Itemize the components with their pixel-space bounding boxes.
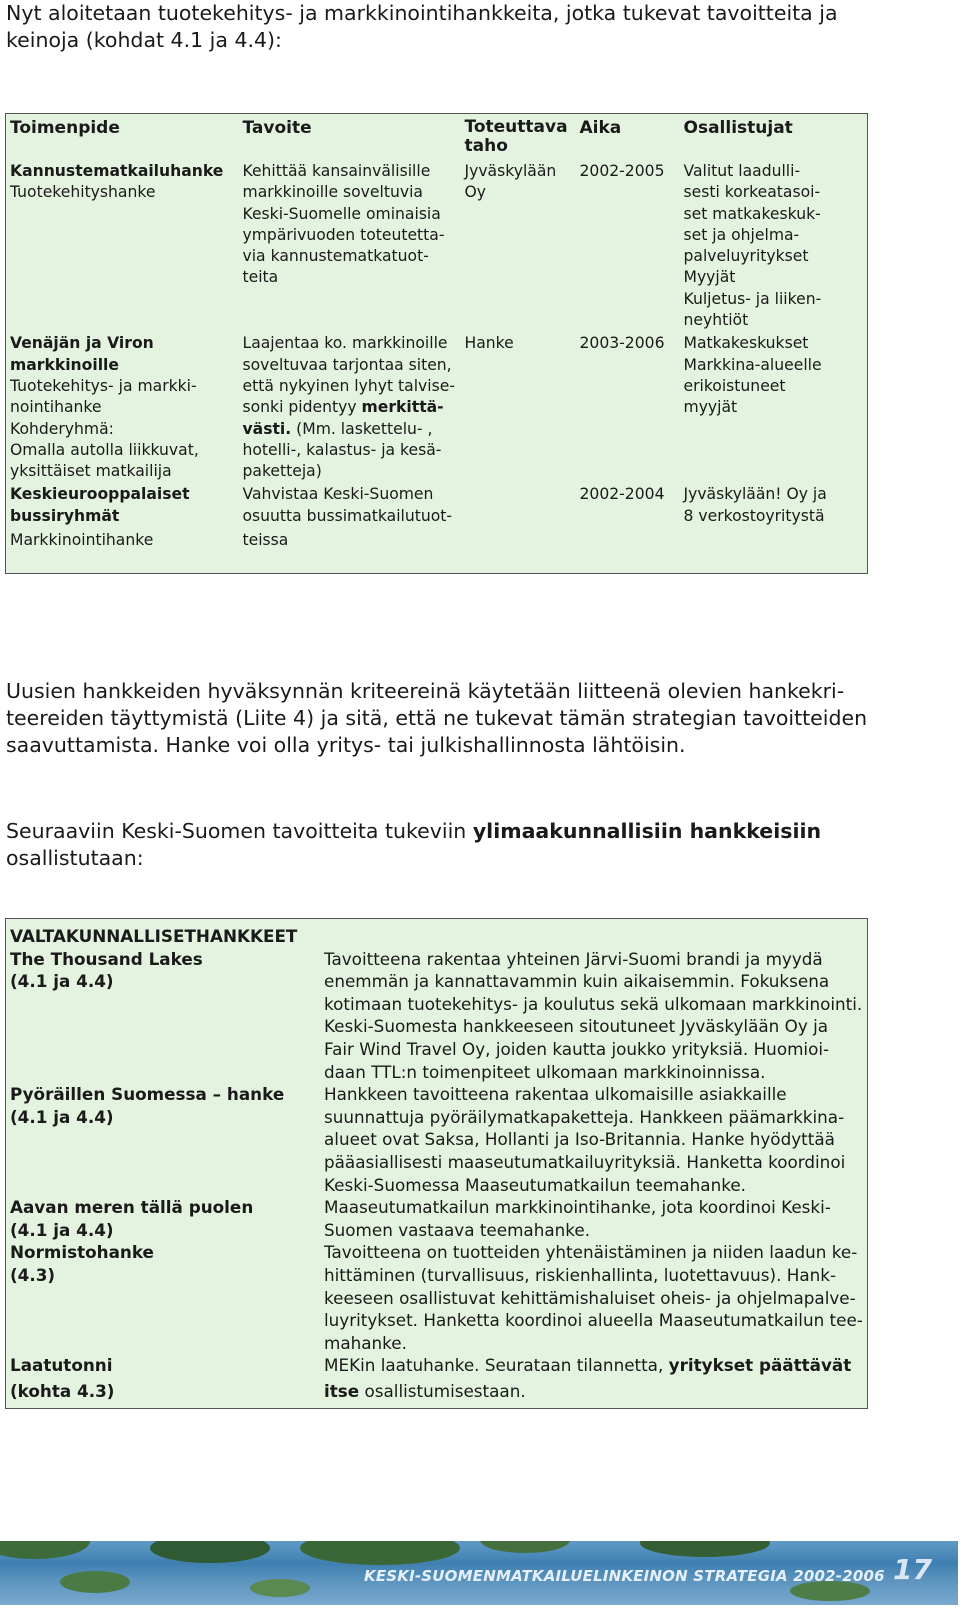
table-row: [6, 1083, 868, 1196]
row1-osallistujat-line: palveluyritykset: [683, 247, 809, 266]
row2-tavoite-line: paketteja): [242, 462, 322, 481]
t2-row3-name-cell: [6, 1196, 321, 1354]
row1-tavoite-line: Keski-Suomelle ominaisia: [242, 204, 441, 223]
row3-name-1: Keskieurooppalaiset: [10, 485, 190, 504]
t2-row2-desc-line: suunnattuja pyöräilymatkapaketteja. Hankkeen päämarkkina-: [324, 1106, 845, 1127]
row3-osallistujat-line: Jyväskylään! Oy ja: [683, 485, 827, 504]
t2-row4-desc-line-1: [324, 1354, 863, 1377]
row1-osallistujat: [680, 160, 868, 332]
row1-tavoite-line: via kannustematkatuot-: [242, 247, 429, 266]
table-row: [6, 1354, 868, 1409]
t2-row4-desc-1b: yritykset päättävät: [668, 1355, 852, 1376]
row1-osallistujat-line: Kuljetus- ja liiken-: [683, 289, 822, 308]
t2-row3-desc-line: mahanke.: [324, 1332, 407, 1353]
header-aika: Aika: [579, 118, 622, 138]
intro-paragraph: [6, 0, 906, 54]
row2-target-line: yksittäiset matkailija: [10, 462, 172, 481]
header-toimenpide: Toimenpide: [10, 118, 120, 138]
row2-osallistujat-line: Markkina-alueelle: [683, 355, 822, 374]
participation-line-2: osallistutaan:: [6, 846, 144, 870]
t2-row2-desc-line: Keski-Suomessa Maaseutumatkailun teemahanke.: [324, 1174, 747, 1195]
row2-osallistujat-line: myyjät: [683, 398, 738, 417]
row2-tavoite-line: hotelli-, kalastus- ja kesä-: [242, 440, 442, 459]
table-row: [6, 1196, 868, 1354]
row1-osallistujat-line: Myyjät: [683, 268, 736, 287]
row3-tavoite-line: osuutta bussimatkailutuot-: [242, 506, 453, 525]
participation-line-1a: Seuraaviin Keski-Suomen tavoitteita tukeviin: [6, 819, 473, 843]
row1-tavoite: [239, 160, 461, 332]
table-row: [6, 948, 868, 1084]
lake-island-image: [250, 1579, 310, 1597]
t2-row1-desc-line: Keski-Suomesta hankkeeseen sitoutuneet Jyväskylään Oy ja: [324, 1016, 829, 1037]
criteria-line: saavuttamista. Hanke voi olla yritys- tai julkishallinnosta lähtöisin.: [6, 733, 686, 757]
participation-line-1: [6, 818, 906, 845]
row1-name: Kannustematkailuhanke: [10, 162, 224, 180]
t2-row1-name: The Thousand Lakes: [10, 948, 203, 969]
intro-line-2: keinoja (kohdat 4.1 ja 4.4):: [6, 28, 282, 52]
header-toteuttava: [461, 114, 576, 161]
t2-row4-name-cell: [6, 1354, 321, 1409]
row1-toimenpide: [6, 160, 239, 332]
t2-row3-desc-line: Suomen vastaava teemahanke.: [324, 1219, 591, 1240]
t2-row3-desc: [320, 1196, 868, 1354]
row3-toimenpide: [6, 483, 239, 573]
row3-tavoite: [239, 483, 461, 573]
intro-line-1: Nyt aloitetaan tuotekehitys- ja markkinointihankkeita, jotka tukevat tavoitteita ja: [6, 1, 838, 25]
lake-island-image: [150, 1541, 270, 1563]
t2-row2-name-cell: [6, 1083, 321, 1196]
row2-tavoite-4a: sonki pidentyy: [242, 398, 362, 417]
row1-aika: 2002-2005: [579, 162, 665, 180]
participation-paragraph: [6, 818, 906, 872]
row2-type-line: Tuotekehitys- ja markki-: [10, 376, 197, 395]
row3-osallistujat: [680, 483, 868, 573]
lake-island-image: [60, 1571, 130, 1593]
row2-osallistujat: [680, 332, 868, 483]
criteria-line: teereiden täyttymistä (Liite 4) ja sitä, että ne tukevat tämän strategian tavoitteiden: [6, 706, 868, 730]
row3-osallistujat-line: 8 verkostoyritystä: [683, 506, 825, 525]
t2-row4-desc: [320, 1354, 868, 1409]
row2-aika: 2003-2006: [579, 334, 665, 353]
t2-row3-name2: Normistohanke: [10, 1242, 154, 1263]
t2-row1-desc-line: Fair Wind Travel Oy, joiden kautta joukko yrityksiä. Huomioi-: [324, 1038, 830, 1059]
t2-row2-desc-line: Hankkeen tavoitteena rakentaa ulkomaisille asiakkaille: [324, 1084, 787, 1105]
row1-osallistujat-line: set ja ohjelma-: [683, 225, 800, 244]
criteria-paragraph: [6, 678, 906, 759]
row2-name-2: markkinoille: [10, 355, 119, 374]
table-header-row: [6, 114, 868, 161]
footer-banner: [0, 1541, 958, 1605]
page-number: 17: [893, 1553, 932, 1586]
projects-table: [5, 113, 868, 574]
t2-row3-ref2: (4.3): [10, 1264, 56, 1285]
row3-type: Markkinointihanke: [10, 531, 154, 550]
t2-row1-desc: [320, 948, 868, 1084]
table-row: [6, 332, 868, 483]
row3-name-2: bussiryhmät: [10, 506, 120, 525]
t2-row3-desc-line: Tavoitteena on tuotteiden yhtenäistäminen ja niiden laadun ke-: [324, 1242, 858, 1263]
t2-row4-ref: (kohta 4.3): [10, 1380, 115, 1401]
row2-osallistujat-line: erikoistuneet: [683, 376, 786, 395]
t2-row2-desc-line: alueet ovat Saksa, Hollanti ja Iso-Britannia. Hanke hyödyttää: [324, 1129, 835, 1150]
t2-row2-ref: (4.1 ja 4.4): [10, 1106, 114, 1127]
row2-tavoite: [239, 332, 461, 483]
row2-osallistujat-line: Matkakeskukset: [683, 334, 809, 353]
t2-row1-desc-line: daan TTL:n toimenpiteet ulkomaan markkinoinnissa.: [324, 1061, 766, 1082]
t2-row3-name1: Aavan meren tällä puolen: [10, 1197, 254, 1218]
t2-row4-desc-line-2: [324, 1380, 863, 1403]
t2-row4-desc-2a: itse: [324, 1380, 360, 1401]
row1-tavoite-line: teita: [242, 268, 279, 287]
row2-taho: Hanke: [464, 334, 514, 353]
t2-row3-desc-line: hittäminen (turvallisuus, riskienhallinta, luotettavuus). Hank-: [324, 1264, 837, 1285]
row2-target-line: Kohderyhmä:: [10, 419, 114, 438]
row1-taho-line: Jyväskylään: [464, 162, 557, 180]
row1-osallistujat-line: neyhtiöt: [683, 311, 749, 330]
row2-tavoite-line: [243, 419, 457, 440]
t2-row3-desc-line: Maaseutumatkailun markkinointihanke, jota koordinoi Keski-: [324, 1197, 831, 1218]
lake-island-image: [480, 1541, 570, 1553]
row2-tavoite-5b: (Mm. laskettelu- ,: [291, 419, 433, 438]
row1-taho-line: Oy: [464, 183, 487, 202]
national-projects-header: VALTAKUNNALLISETHANKKEET: [10, 926, 298, 946]
t2-row2-name: Pyöräillen Suomessa – hanke: [10, 1084, 285, 1105]
table-row: [6, 483, 868, 573]
row2-type-line: nointihanke: [10, 398, 102, 417]
row1-osallistujat-line: Valitut laadulli-: [683, 162, 801, 180]
t2-row1-desc-line: kotimaan tuotekehitys- ja koulutus sekä ulkomaan markkinointi.: [324, 993, 863, 1014]
row2-target-line: Omalla autolla liikkuvat,: [10, 440, 199, 459]
t2-row1-name-cell: [6, 948, 321, 1084]
table-header-row: [6, 919, 868, 948]
row3-taho: [461, 483, 576, 573]
t2-row3-desc-line: luyritykset. Hanketta koordinoi alueella Maaseutumatkailun tee-: [324, 1310, 863, 1331]
row2-tavoite-line: soveltuvaa tarjontaa siten,: [242, 355, 452, 374]
t2-row3-ref1: (4.1 ja 4.4): [10, 1219, 114, 1240]
row2-tavoite-4b: merkittä-: [361, 398, 444, 417]
header-osallistujat: Osallistujat: [683, 118, 793, 138]
row1-tavoite-line: Kehittää kansainvälisille: [242, 162, 431, 180]
t2-row2-desc: [320, 1083, 868, 1196]
lake-island-image: [640, 1541, 770, 1557]
row1-osallistujat-line: sesti korkeatasoi-: [683, 183, 821, 202]
row1-taho: [461, 160, 576, 332]
row1-osallistujat-line: set matkakeskuk-: [683, 204, 821, 223]
row2-tavoite-line: että nykyinen lyhyt talvise-: [242, 376, 455, 395]
row1-tavoite-line: markkinoille soveltuvia: [242, 183, 423, 202]
row3-aika: 2002-2004: [579, 485, 665, 504]
header-tavoite: Tavoite: [242, 118, 312, 138]
t2-row1-desc-line: Tavoitteena rakentaa yhteinen Järvi-Suomi brandi ja myydä: [324, 948, 823, 969]
row2-tavoite-5a: västi.: [242, 419, 292, 438]
row2-tavoite-line: [243, 397, 457, 418]
participation-line-1b: ylimaakunnallisiin hankkeisiin: [472, 819, 822, 843]
t2-row1-desc-line: enemmän ja kannattavammin kuin aikaisemmin. Fokuksena: [324, 971, 830, 992]
row3-tavoite-line: teissa: [242, 531, 289, 550]
national-projects-table: [5, 918, 868, 1409]
lake-island-image: [0, 1541, 90, 1559]
t2-row4-desc-1a: MEKin laatuhanke. Seurataan tilannetta,: [324, 1355, 669, 1376]
footer-title: KESKI-SUOMENMATKAILUELINKEINON STRATEGIA 2002-2006: [364, 1567, 885, 1585]
header-toteuttava-1: Toteuttava: [464, 117, 568, 137]
row2-toimenpide: [6, 332, 239, 483]
row3-tavoite-line: Vahvistaa Keski-Suomen: [242, 485, 434, 504]
t2-row3-desc-line: keeseen osallistuvat kehittämishaluiset oheis- ja ohjelmapalve-: [324, 1287, 856, 1308]
lake-island-image: [300, 1541, 460, 1565]
row2-tavoite-line: Laajentaa ko. markkinoille: [242, 334, 448, 353]
table-row: [6, 160, 868, 332]
t2-row1-ref: (4.1 ja 4.4): [10, 971, 114, 992]
criteria-line: Uusien hankkeiden hyväksynnän kriteereinä käytetään liitteenä olevien hankekri-: [6, 679, 845, 703]
row2-name-1: Venäjän ja Viron: [10, 334, 154, 353]
row1-type: Tuotekehityshanke: [10, 183, 156, 202]
t2-row2-desc-line: pääasiallisesti maaseutumatkailuyrityksiä. Hanketta koordinoi: [324, 1151, 846, 1172]
t2-row4-desc-2b: osallistumisestaan.: [359, 1380, 526, 1401]
t2-row4-name: Laatutonni: [10, 1355, 113, 1376]
row1-tavoite-line: ympärivuoden toteutetta-: [242, 225, 445, 244]
header-toteuttava-2: taho: [464, 136, 508, 156]
